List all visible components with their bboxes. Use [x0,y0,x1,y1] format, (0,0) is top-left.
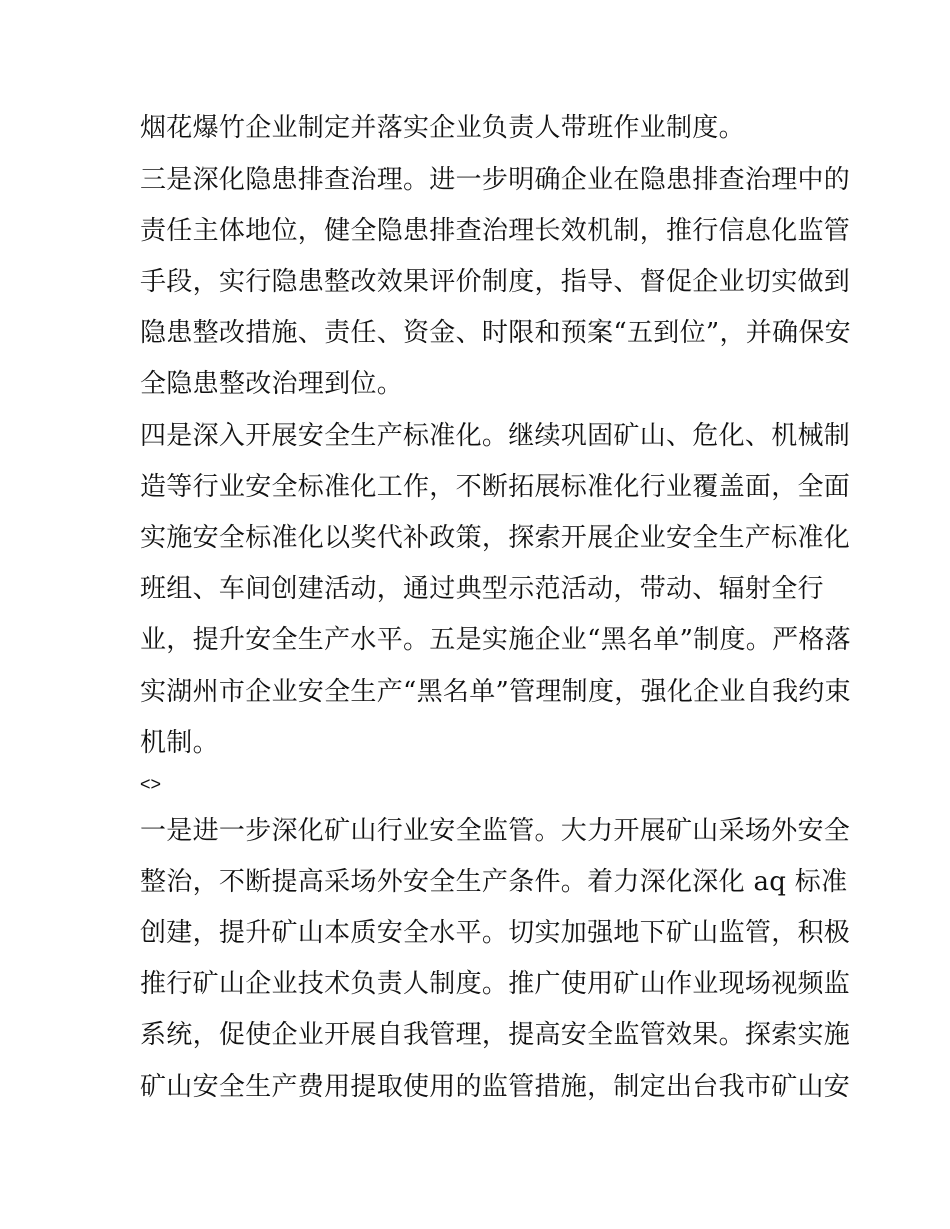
text-line: 推行矿山企业技术负责人制度。推广使用矿山作业现场视频监 [140,969,851,999]
text-line: 四是深入开展安全生产标准化。继续巩固矿山、危化、机械制 [140,421,851,451]
text-line: 矿山安全生产费用提取使用的监管措施，制定出台我市矿山安 [140,1072,851,1102]
text-line: 手段，实行隐患整改效果评价制度，指导、督促企业切实做到 [140,267,851,297]
text-line: 业，提升安全生产水平。五是实施企业“黑名单”制度。严格落 [140,625,851,655]
text-line: 整治，不断提高采场外安全生产条件。着力深化深化 aq 标准 [140,867,848,897]
text-line: 实湖州市企业安全生产“黑名单”管理制度，强化企业自我约束 [140,677,851,707]
text-line: 系统，促使企业开展自我管理，提高安全监管效果。探索实施 [140,1020,851,1050]
text-line: 班组、车间创建活动，通过典型示范活动，带动、辐射全行 [140,574,824,604]
text-line: 造等行业安全标准化工作，不断拓展标准化行业覆盖面，全面 [140,472,851,502]
text-line: 烟花爆竹企业制定并落实企业负责人带班作业制度。 [140,113,745,143]
text-line: 实施安全标准化以奖代补政策，探索开展企业安全生产标准化 [140,523,851,553]
text-line: 责任主体地位，健全隐患排查治理长效机制，推行信息化监管 [140,216,851,246]
text-line: 机制。 [140,728,219,758]
text-line: 全隐患整改治理到位。 [140,369,404,399]
text-line: 隐患整改措施、责任、资金、时限和预案“五到位”，并确保安 [140,318,851,348]
text-line: 三是深化隐患排查治理。进一步明确企业在隐患排查治理中的 [140,165,851,195]
section-separator: <> [140,774,162,794]
text-line: 创建，提升矿山本质安全水平。切实加强地下矿山监管，积极 [140,918,851,948]
text-line: 一是进一步深化矿山行业安全监管。大力开展矿山采场外安全 [140,816,851,846]
